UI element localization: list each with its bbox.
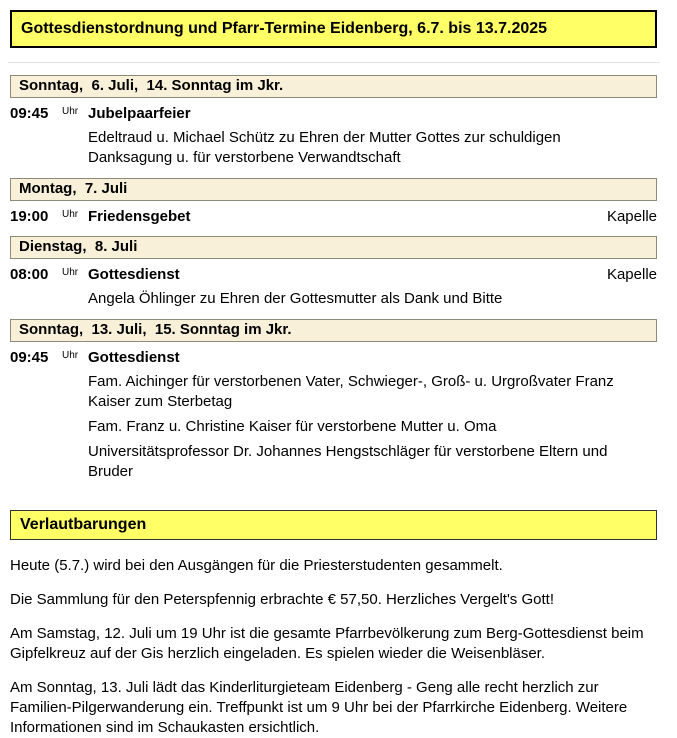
event-time-unit: Uhr [62, 350, 79, 361]
schedule-section [10, 178, 657, 226]
mass-intention: Fam. Aichinger für verstorbenen Vater, Schwieger-, Groß- u. Urgroßvater Franz Kaiser zum Sterbetag [88, 373, 614, 410]
announcement: Die Sammlung für den Peterspfennig erbrachte € 57,50. Herzliches Vergelt's Gott! [10, 591, 554, 608]
event-row [10, 265, 657, 284]
event-time: 08:00 [10, 266, 49, 283]
event-time: 09:45 [10, 105, 49, 122]
event-time-unit: Uhr [62, 209, 79, 220]
announcements-body [10, 556, 657, 738]
event-time: 09:45 [10, 349, 49, 366]
announcements-heading: Verlautbarungen [10, 510, 657, 540]
announcement: Heute (5.7.) wird bei den Ausgängen für die Priesterstudenten gesammelt. [10, 557, 503, 574]
schedule-section [10, 319, 657, 482]
announcement: Am Sonntag, 13. Juli lädt das Kinderliturgieteam Eidenberg - Geng alle recht herzlich zur Familien-Pilgerwanderung ein. Treffpunkt ist um 9 Uhr bei der Pfarrkirche Eidenberg. Weitere Informationen sind im Schaukasten ersichtlich. [10, 679, 628, 736]
mass-intention: Universitätsprofessor Dr. Johannes Hengstschläger für verstorbene Eltern und Bruder [88, 443, 608, 480]
mass-intention: Edeltraud u. Michael Schütz zu Ehren der Mutter Gottes zur schuldigen Danksagung u. für verstorbene Verwandtschaft [88, 129, 561, 166]
event-title: Friedensgebet [88, 208, 191, 225]
event-row [10, 207, 657, 226]
mass-intention: Angela Öhlinger zu Ehren der Gottesmutter als Dank und Bitte [88, 290, 503, 307]
mass-intention: Fam. Franz u. Christine Kaiser für verstorbene Mutter u. Oma [88, 418, 497, 435]
event-title: Gottesdienst [88, 266, 180, 283]
event-row [10, 348, 657, 367]
event-title: Jubelpaarfeier [88, 105, 191, 122]
event-time-unit: Uhr [62, 106, 79, 117]
event-row [10, 104, 657, 123]
day-header: Sonntag, 6. Juli, 14. Sonntag im Jkr. [10, 75, 657, 98]
day-header: Montag, 7. Juli [10, 178, 657, 201]
service-schedule [10, 75, 657, 482]
day-header: Sonntag, 13. Juli, 15. Sonntag im Jkr. [10, 319, 657, 342]
announcement: Am Samstag, 12. Juli um 19 Uhr ist die gesamte Pfarrbevölkerung zum Berg-Gottesdienst beim Gipfelkreuz auf der Gis herzlich eingeladen. Es spielen wieder die Weisenbläser. [10, 625, 644, 662]
event-time-unit: Uhr [62, 267, 79, 278]
event-time: 19:00 [10, 208, 49, 225]
divider-line [8, 62, 660, 63]
page-title: Gottesdienstordnung und Pfarr-Termine Eidenberg, 6.7. bis 13.7.2025 [10, 10, 657, 48]
day-header: Dienstag, 8. Juli [10, 236, 657, 259]
event-location: Kapelle [606, 208, 657, 225]
event-location: Kapelle [606, 266, 657, 283]
schedule-section [10, 75, 657, 168]
event-title: Gottesdienst [88, 349, 180, 366]
schedule-section [10, 236, 657, 309]
